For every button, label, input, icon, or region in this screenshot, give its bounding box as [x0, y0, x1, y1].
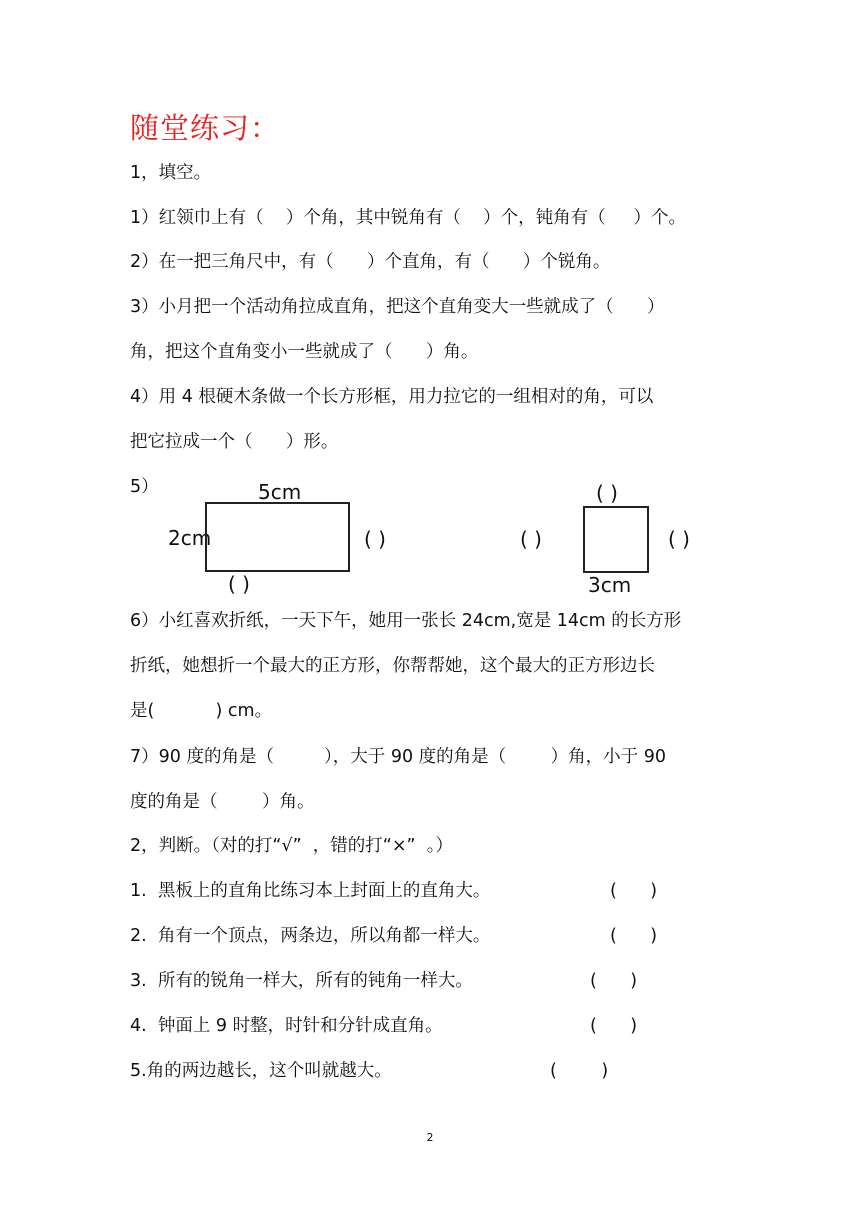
square-top-blank: ( )	[596, 481, 618, 505]
judgement-item: 3. 所有的锐角一样大，所有的钝角一样大。	[130, 971, 473, 991]
answer-blank: ( )	[550, 1061, 609, 1081]
question-3-line-2: 角，把这个直角变小一些就成了（ ）角。	[130, 342, 479, 362]
question-6-line-2: 折纸，她想折一个最大的正方形，你帮帮她，这个最大的正方形边长	[130, 656, 655, 676]
judgement-item: 5.角的两边越长，这个叫就越大。	[130, 1061, 392, 1081]
page-number: 2	[426, 1131, 434, 1144]
answer-blank: ( )	[590, 971, 638, 991]
question-7-line-2: 度的角是（ ）角。	[130, 792, 315, 812]
rectangle-right-blank: ( )	[364, 527, 386, 551]
answer-blank: ( )	[610, 881, 658, 901]
square-bottom-length: 3cm	[588, 573, 632, 597]
question-6-line-1: 6）小红喜欢折纸，一天下午，她用一张长 24cm,宽是 14cm 的长方形	[130, 611, 682, 631]
judgement-item: 1. 黑板上的直角比练习本上封面上的直角大。	[130, 881, 491, 901]
section-1-heading: 1，填空。	[130, 163, 212, 183]
square-right-blank: ( )	[668, 527, 690, 551]
section-2-heading: 2，判断。（对的打“√” ，错的打“×” 。）	[130, 836, 453, 856]
rectangle-top-length: 5cm	[258, 480, 302, 504]
judgement-item: 2. 角有一个顶点，两条边，所以角都一样大。	[130, 926, 491, 946]
rectangle-shape	[205, 502, 350, 572]
question-6-line-3: 是( ) cm。	[130, 701, 273, 721]
question-3-line-1: 3）小月把一个活动角拉成直角，把这个直角变大一些就成了（ ）	[130, 297, 665, 317]
question-2: 2）在一把三角尺中，有（ ）个直角，有（ ）个锐角。	[130, 252, 611, 272]
page-title: 随堂练习：	[130, 111, 281, 145]
judgement-item: 4. 钟面上 9 时整，时针和分针成直角。	[130, 1016, 443, 1036]
question-1: 1）红领巾上有（ ）个角，其中锐角有（ ）个，钝角有（ ）个。	[130, 208, 686, 228]
question-5-label: 5）	[130, 477, 159, 497]
square-shape	[583, 506, 649, 573]
question-4-line-2: 把它拉成一个（ ）形。	[130, 432, 339, 452]
question-7-line-1: 7）90 度的角是（ ），大于 90 度的角是（ ）角，小于 90	[130, 747, 667, 767]
answer-blank: ( )	[610, 926, 658, 946]
square-left-blank: ( )	[520, 527, 542, 551]
rectangle-left-length: 2cm	[168, 526, 212, 550]
rectangle-bottom-blank: ( )	[228, 572, 250, 596]
question-4-line-1: 4）用 4 根硬木条做一个长方形框，用力拉它的一组相对的角，可以	[130, 387, 654, 407]
answer-blank: ( )	[590, 1016, 638, 1036]
